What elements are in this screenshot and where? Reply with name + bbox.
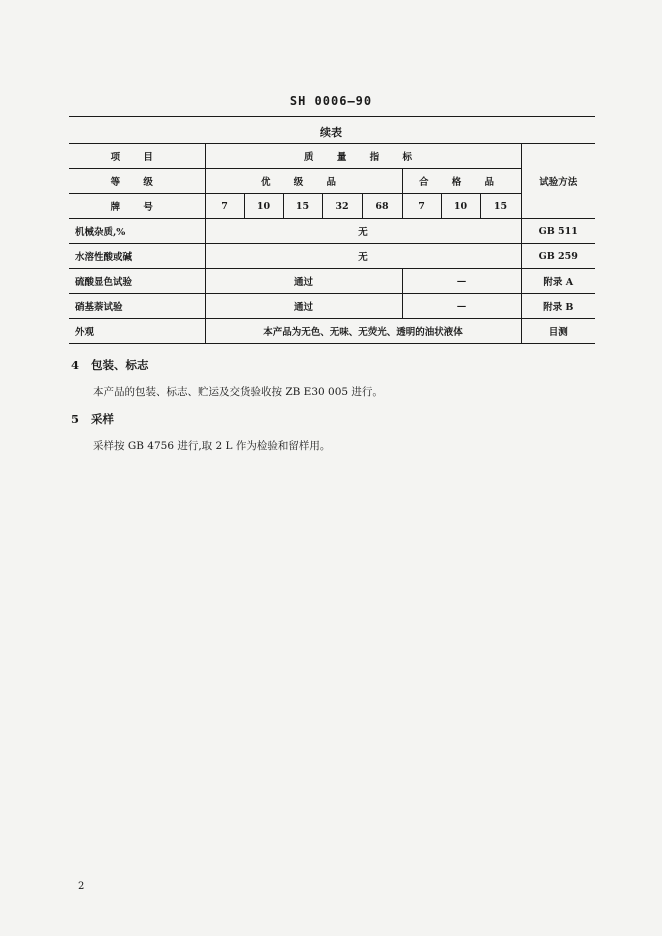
row-qualified-value: — xyxy=(402,294,521,319)
page-number: 2 xyxy=(78,881,85,892)
row-method: 附录 A xyxy=(521,269,595,294)
brand-cell: 10 xyxy=(244,194,283,219)
table-row xyxy=(69,319,595,344)
row-value: 无 xyxy=(205,244,521,269)
grade-qualified: 合 格 品 xyxy=(402,169,521,194)
section-text-packaging: 本产品的包装、标志、贮运及交货验收按 ZB E30 005 进行。 xyxy=(93,386,383,398)
section-text-sampling: 采样按 GB 4756 进行,取 2 L 作为检验和留样用。 xyxy=(93,440,331,452)
row-name: 水溶性酸或碱 xyxy=(69,244,205,269)
row-method: 目测 xyxy=(521,319,595,344)
section-heading-packaging xyxy=(71,357,149,373)
brand-cell: 10 xyxy=(441,194,480,219)
col-head-method: 试验方法 xyxy=(521,144,595,219)
row-method: 附录 B xyxy=(521,294,595,319)
section-title: 采样 xyxy=(91,412,114,426)
table-header-row xyxy=(69,144,595,169)
col-head-quality: 质 量 指 标 xyxy=(205,144,521,169)
row-value: 本产品为无色、无味、无荧光、透明的油状液体 xyxy=(205,319,521,344)
row-name: 机械杂质,% xyxy=(69,219,205,244)
brand-cell: 7 xyxy=(205,194,244,219)
table-row xyxy=(69,244,595,269)
brand-label: 牌 号 xyxy=(69,194,205,219)
row-premium-value: 通过 xyxy=(205,269,402,294)
table-brand-row xyxy=(69,194,595,219)
grade-premium: 优 级 品 xyxy=(205,169,402,194)
grade-label: 等 级 xyxy=(69,169,205,194)
brand-cell: 68 xyxy=(362,194,402,219)
row-qualified-value: — xyxy=(402,269,521,294)
row-method: GB 511 xyxy=(521,219,595,244)
brand-cell: 32 xyxy=(322,194,362,219)
spec-table xyxy=(69,143,595,344)
section-heading-sampling xyxy=(71,411,114,427)
document-code: SH 0006—90 xyxy=(289,94,373,108)
row-name: 硫酸显色试验 xyxy=(69,269,205,294)
table-row xyxy=(69,294,595,319)
brand-cell: 15 xyxy=(283,194,322,219)
section-number: 5 xyxy=(71,412,80,426)
row-value: 无 xyxy=(205,219,521,244)
table-row xyxy=(69,219,595,244)
section-title: 包装、标志 xyxy=(91,358,149,372)
brand-cell: 15 xyxy=(480,194,521,219)
row-method: GB 259 xyxy=(521,244,595,269)
row-name: 外观 xyxy=(69,319,205,344)
brand-cell: 7 xyxy=(402,194,441,219)
header-rule xyxy=(69,116,595,117)
col-head-item: 项 目 xyxy=(69,144,205,169)
row-premium-value: 通过 xyxy=(205,294,402,319)
table-row xyxy=(69,269,595,294)
row-name: 硝基萘试验 xyxy=(69,294,205,319)
section-number: 4 xyxy=(71,358,80,372)
table-grade-row xyxy=(69,169,595,194)
table-caption: 续表 xyxy=(320,126,342,139)
